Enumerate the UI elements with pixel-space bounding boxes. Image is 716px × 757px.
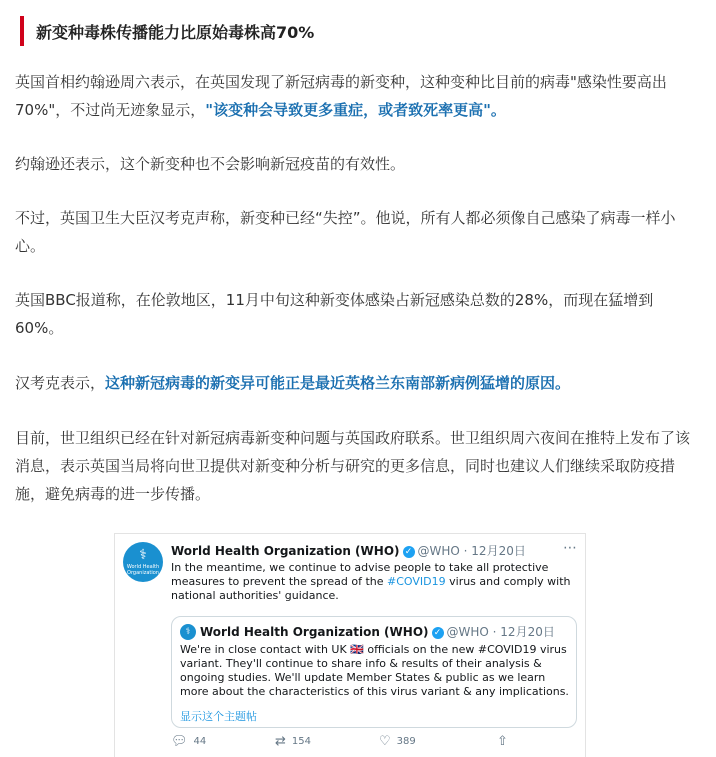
paragraph-text: 英国首相约翰逊周六表示，在英国发现了新冠病毒的新变种，这种变种比目前的病毒"感染性要高出70%"，不过尚无迹象显示， bbox=[15, 73, 667, 119]
paragraph-text: 目前，世卫组织已经在针对新冠病毒新变种问题与英国政府联系。世卫组织周六夜间在推特上发布了该消息，表示英国当局将向世卫提供对新变种分析与研究的更多信息，同时也建议人们继续采取防疫措施，避免病毒的进一步传播。 bbox=[15, 429, 691, 503]
tweet-author-name[interactable]: World Health Organization (WHO) bbox=[171, 544, 400, 558]
quoted-handle-date: @WHO · 12月20日 bbox=[446, 625, 555, 639]
quoted-text-end: officials on the new #COVID19 virus variant. They'll continue to share info & results of their analysis & ongoing studies. We'll update Member States & public as we learn more about the characteristics of this virus variant & any implications. bbox=[180, 643, 569, 698]
retweet-count: 154 bbox=[291, 736, 311, 747]
retweet-button[interactable] bbox=[275, 734, 311, 749]
tweet-text-start: In the meantime, we continue to advise people to take all protective measures to prevent the spread of the bbox=[171, 561, 549, 588]
paragraph-text: 不过，英国卫生大臣汉考克声称，新变种已经“失控”。他说，所有人都必须像自己感染了病毒一样小心。 bbox=[15, 209, 676, 255]
tweet-header bbox=[171, 542, 579, 562]
article-heading bbox=[20, 16, 314, 46]
embedded-tweet[interactable] bbox=[114, 533, 586, 757]
verified-badge-icon: ✓ bbox=[403, 546, 415, 558]
like-icon: ♡ bbox=[379, 734, 391, 749]
who-logo-caption: World Health Organization bbox=[126, 564, 160, 576]
who-emblem-icon: ⚕ bbox=[139, 547, 147, 563]
heading-title: 新变种毒株传播能力比原始毒株高70% bbox=[36, 22, 315, 42]
paragraph-highlight: 这种新冠病毒的新变异可能正是最近英格兰东南部新病例猛增的原因。 bbox=[105, 374, 571, 392]
quoted-verified-badge-icon: ✓ bbox=[432, 627, 444, 639]
paragraph-1 bbox=[15, 68, 699, 124]
quoted-author-name: World Health Organization (WHO) bbox=[200, 625, 429, 639]
quoted-who-logo-icon: ⚕ bbox=[180, 624, 196, 640]
paragraph-text: 约翰逊还表示，这个新变种也不会影响新冠疫苗的有效性。 bbox=[15, 155, 406, 173]
uk-flag-icon: 🇬🇧 bbox=[350, 643, 364, 656]
paragraph-text: 英国BBC报道称，在伦敦地区，11月中旬这种新变体感染占新冠感染总数的28%，而现在猛增到60%。 bbox=[15, 291, 654, 337]
paragraph-4 bbox=[15, 286, 699, 342]
hashtag-link[interactable]: #COVID19 bbox=[387, 575, 446, 588]
like-count: 389 bbox=[396, 736, 416, 747]
paragraph-highlight: "该变种会导致更多重症，或者致死率更高"。 bbox=[205, 101, 506, 119]
paragraph-2 bbox=[15, 150, 699, 178]
share-button[interactable] bbox=[497, 734, 508, 749]
who-logo[interactable] bbox=[123, 542, 163, 582]
reply-count: 44 bbox=[193, 736, 207, 747]
reply-icon: 💬︎ bbox=[171, 734, 188, 749]
quoted-tweet-text bbox=[180, 643, 570, 699]
like-button[interactable] bbox=[379, 734, 416, 749]
tweet-actions bbox=[171, 734, 571, 754]
tweet-text bbox=[171, 561, 571, 603]
paragraph-text: 汉考克表示， bbox=[15, 374, 106, 392]
more-options-icon[interactable]: ⋯ bbox=[563, 540, 577, 556]
quoted-tweet-header bbox=[200, 623, 572, 640]
show-thread-link[interactable]: 显示这个主题帖 bbox=[180, 710, 257, 723]
quoted-text-start: We're in close contact with UK bbox=[180, 643, 351, 656]
reply-button[interactable] bbox=[171, 734, 206, 749]
paragraph-5 bbox=[15, 369, 699, 397]
paragraph-6 bbox=[15, 424, 699, 508]
tweet-text-end: virus and comply with national authorities' guidance. bbox=[171, 575, 571, 602]
tweet-handle-date[interactable]: @WHO · 12月20日 bbox=[417, 544, 526, 558]
paragraph-3 bbox=[15, 204, 699, 260]
quoted-tweet[interactable] bbox=[171, 616, 577, 728]
retweet-icon: ⇄ bbox=[275, 734, 286, 749]
share-icon: ⇧ bbox=[497, 734, 508, 749]
